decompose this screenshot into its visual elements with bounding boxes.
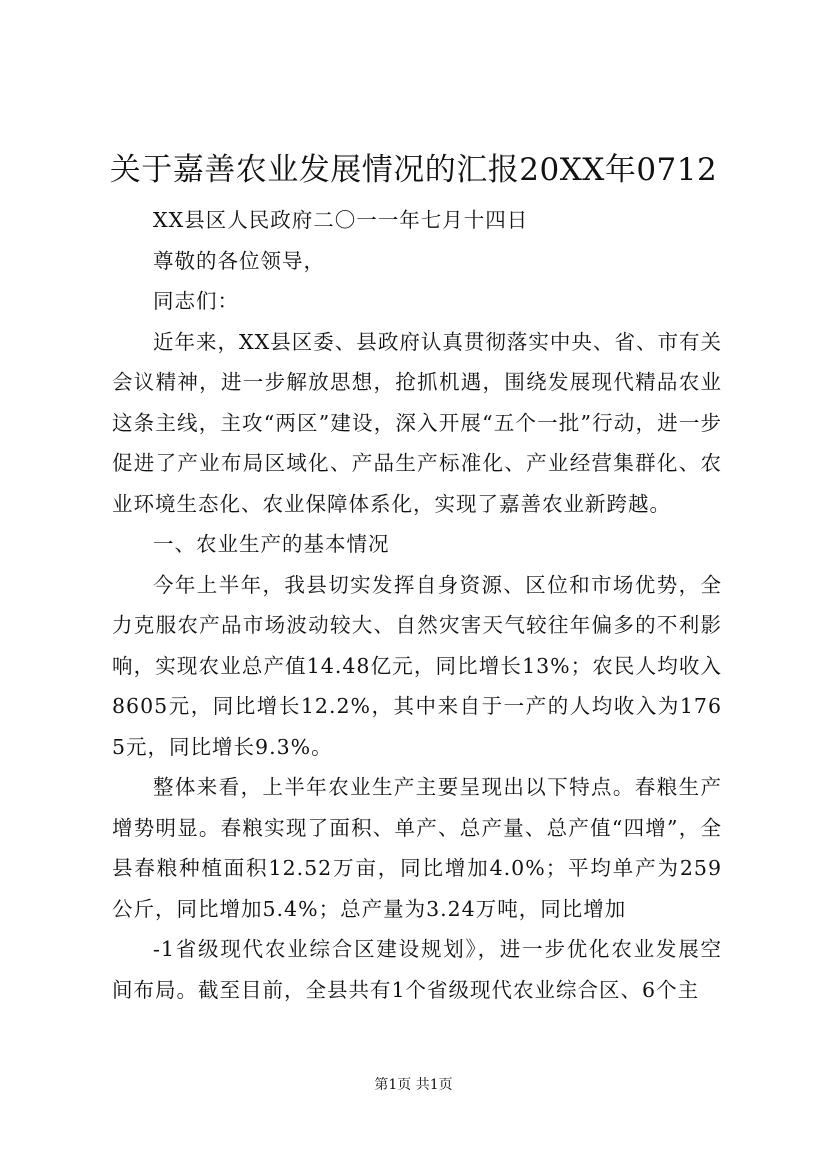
salutation: 尊敬的各位领导， <box>153 248 325 273</box>
intro-paragraph: 近年来，XX县区委、县政府认真贯彻落实中央、省、市有关会议精神，进一步解放思想，抢抓机遇，围绕发展现代精品农业这条主线，主攻“两区”建设，深入开展“五个一批”行动，进一步促进了产业布局区域化、产品生产标准化、产业经营集群化、农业环境生态化、农业保障体系化，实现了嘉善农业新跨越。 <box>112 329 722 516</box>
planning-paragraph: -1省级现代农业综合区建设规划》，进一步优化农业发展空间布局。截至目前，全县共有1个省级现代农业综合区、6个主 <box>112 937 722 1002</box>
salutation-comrades: 同志们： <box>153 289 239 313</box>
first-half-summary-paragraph: 今年上半年，我县切实发挥自身资源、区位和市场优势，全力克服农产品市场波动较大、自然灾害天气较往年偏多的不利影响，实现农业总产值14.48亿元，同比增长13%；农民人均收入8605元，同比增长12.2%，其中来自于一产的人均收入为1765元，同比增长9.3%。 <box>112 572 722 759</box>
document-title: 关于嘉善农业发展情况的汇报20XX年0712 <box>109 152 718 188</box>
features-paragraph: 整体来看，上半年农业生产主要呈现出以下特点。春粮生产增势明显。春粮实现了面积、单产、总产量、总产值“四增”，全县春粮种植面积12.52万亩，同比增加4.0%；平均单产为259公斤，同比增加5.4%；总产量为3.24万吨，同比增加 <box>112 775 722 921</box>
page-number: 第1页 共1页 <box>374 1077 453 1093</box>
issuer-date-line: XX县区人民政府二〇一一年七月十四日 <box>153 208 529 232</box>
section-heading: 一、农业生产的基本情况 <box>153 532 390 556</box>
document-body <box>112 200 722 1010</box>
